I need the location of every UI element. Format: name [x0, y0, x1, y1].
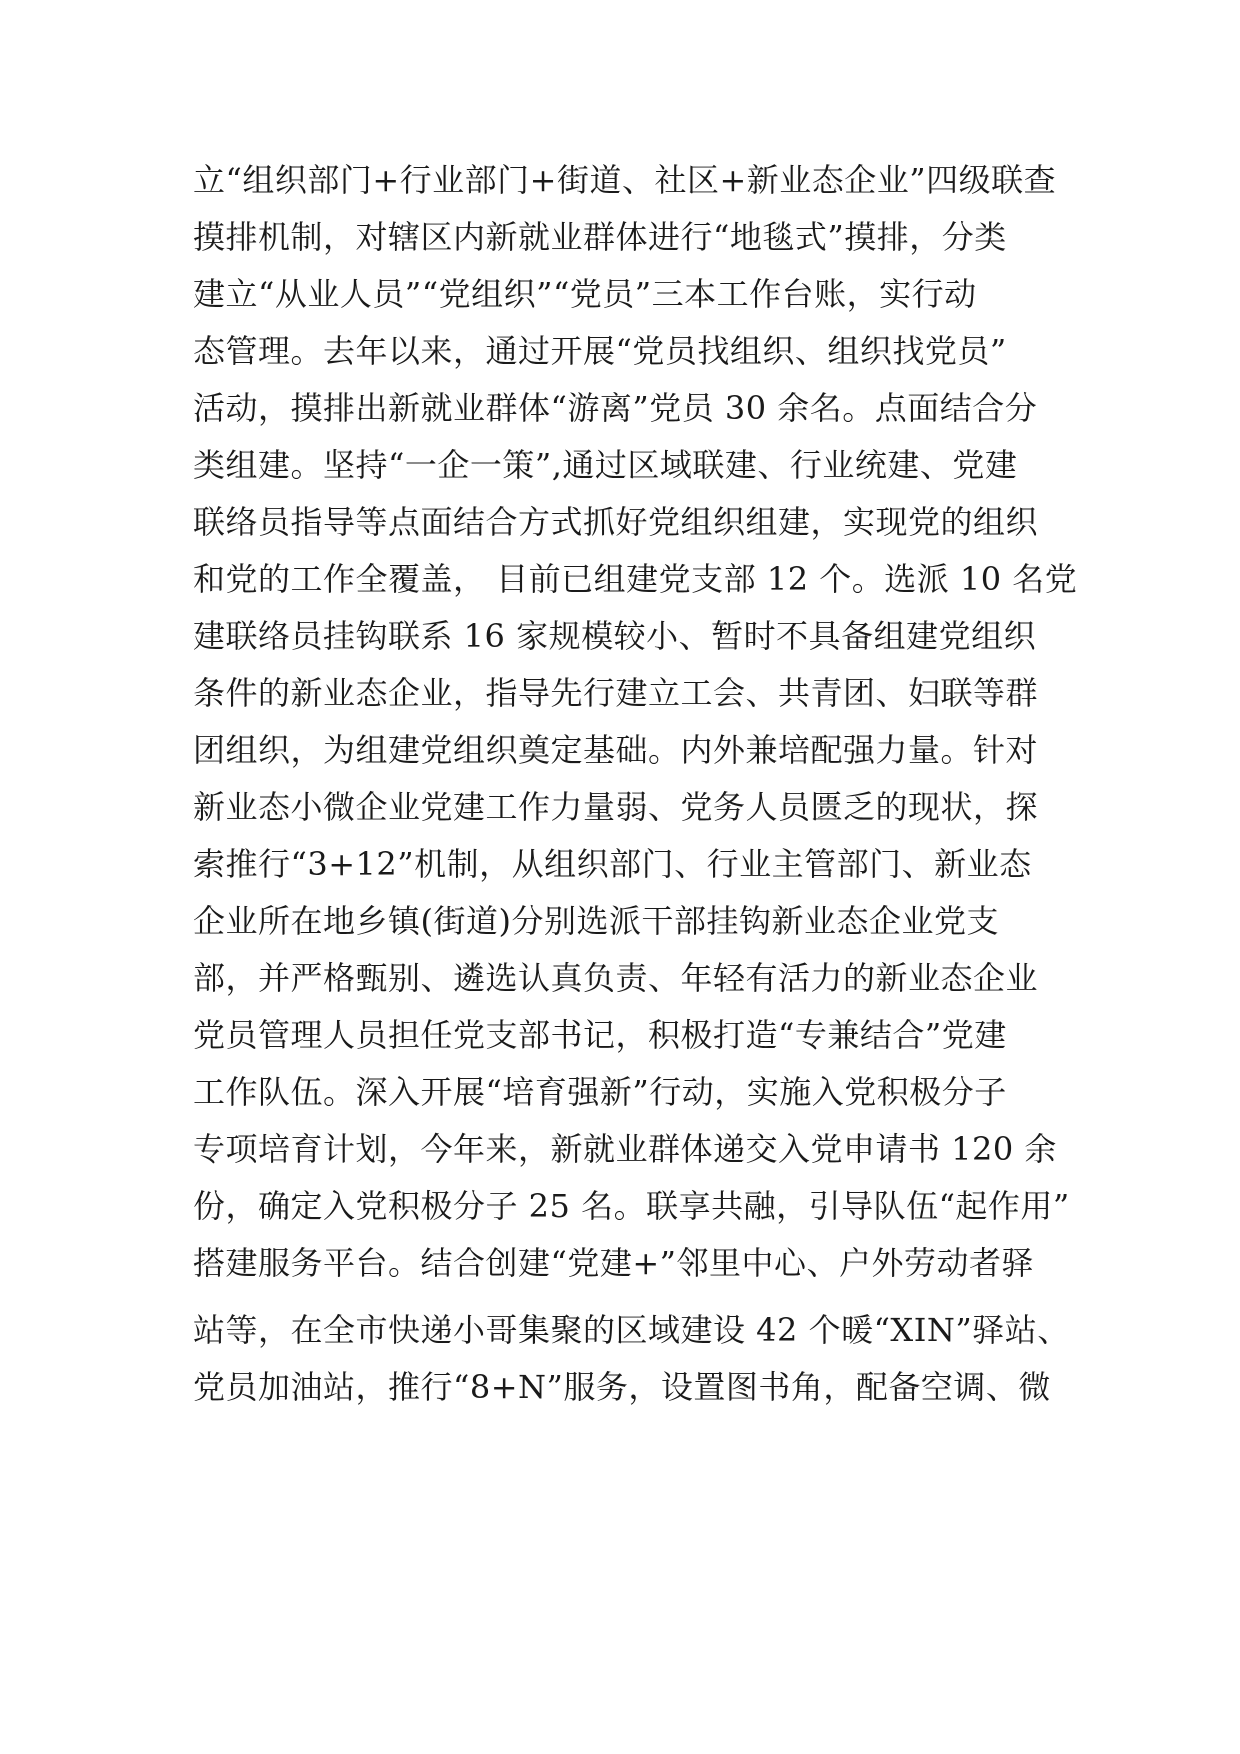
text-line: 摸排机制，对辖区内新就业群体进行“地毯式”摸排，分类: [193, 218, 1007, 256]
text-line: 态管理。去年以来，通过开展“党员找组织、组织找党员”: [193, 332, 1007, 370]
text-line: 新业态小微企业党建工作力量弱、党务人员匮乏的现状，探: [193, 788, 1039, 826]
text-line: 部，并严格甄别、遴选认真负责、年轻有活力的新业态企业: [193, 959, 1039, 997]
text-line: 份，确定入党积极分子 25 名。联享共融，引导队伍“起作用”: [193, 1187, 1070, 1225]
text-line: 站等，在全市快递小哥集聚的区域建设 42 个暖“XIN”驿站、: [193, 1311, 1070, 1349]
text-line: 团组织，为组建党组织奠定基础。内外兼培配强力量。针对: [193, 731, 1039, 769]
text-line: 立“组织部门+行业部门+街道、社区+新业态企业”四级联查: [193, 161, 1057, 199]
text-line: 和党的工作全覆盖， 目前已组建党支部 12 个。选派 10 名党: [193, 560, 1078, 598]
text-line: 党员管理人员担任党支部书记，积极打造“专兼结合”党建: [193, 1016, 1007, 1054]
body-text: [193, 152, 1078, 1416]
text-line: 建立“从业人员”“党组织”“党员”三本工作台账，实行动: [193, 275, 977, 313]
text-line: 党员加油站，推行“8+N”服务，设置图书角，配备空调、微: [193, 1368, 1051, 1406]
text-line: 联络员指导等点面结合方式抓好党组织组建，实现党的组织: [193, 503, 1039, 541]
text-line: 专项培育计划，今年来，新就业群体递交入党申请书 120 余: [193, 1130, 1057, 1168]
text-line: 工作队伍。深入开展“培育强新”行动，实施入党积极分子: [193, 1073, 1007, 1111]
text-line: 活动，摸排出新就业群体“游离”党员 30 余名。点面结合分: [193, 389, 1038, 427]
text-line: 类组建。坚持“一企一策”,通过区域联建、行业统建、党建: [193, 446, 1018, 484]
text-line: 建联络员挂钩联系 16 家规模较小、暂时不具备组建党组织: [193, 617, 1037, 655]
text-line: 搭建服务平台。结合创建“党建+”邻里中心、户外劳动者驿: [193, 1244, 1035, 1282]
text-line: 条件的新业态企业，指导先行建立工会、共青团、妇联等群: [193, 674, 1039, 712]
text-line: 索推行“3+12”机制，从组织部门、行业主管部门、新业态: [193, 845, 1032, 883]
text-line: 企业所在地乡镇(街道)分别选派干部挂钩新业态企业党支: [193, 902, 999, 940]
